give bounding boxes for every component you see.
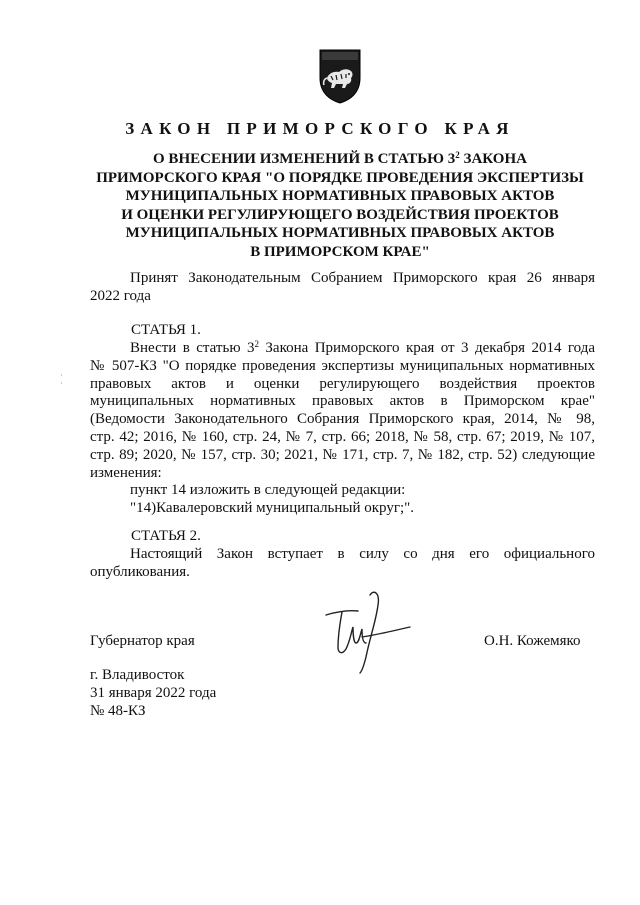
subtitle-line-1: О ВНЕСЕНИИ ИЗМЕНЕНИЙ В СТАТЬЮ $3^2$ ЗАКОНА: [153, 150, 527, 167]
signing-city: г. Владивосток: [90, 667, 185, 683]
law-number: № 48-КЗ: [90, 702, 146, 719]
coat-of-arms-icon: [318, 48, 362, 104]
article-1-heading: СТАТЬЯ 1.: [131, 322, 201, 338]
article-1-line-3: правовых актов и оценки регулирующего воздействия проектов: [90, 375, 595, 392]
adoption-line-1: Принят Законодательным Собранием Приморского края 26 января: [130, 270, 595, 286]
article-2-heading: СТАТЬЯ 2.: [131, 528, 201, 544]
article-1-line-2: № 507-КЗ "О порядке проведения экспертизы муниципальных нормативных: [90, 357, 595, 374]
article-1-line-6: стр. 42; 2016, № 160, стр. 24, № 7, стр. 66; 2018, № 58, стр. 67; 2019, № 107,: [90, 428, 595, 445]
handwritten-signature: [318, 585, 423, 675]
article-1-item-intro: пункт 14 изложить в следующей редакции:: [130, 482, 406, 499]
signing-details: [90, 667, 216, 720]
subtitle-line-5: МУНИЦИПАЛЬНЫХ НОРМАТИВНЫХ ПРАВОВЫХ АКТОВ: [125, 225, 555, 241]
scan-marks: · ·: [60, 371, 63, 388]
article-1-body: [90, 340, 595, 518]
governor-name: О.Н. Кожемяко: [484, 633, 581, 649]
signing-date: 31 января 2022 года: [90, 684, 217, 701]
subtitle-line-6: В ПРИМОРСКОМ КРАЕ": [250, 243, 430, 260]
law-subtitle: [80, 150, 600, 261]
adoption-statement: [90, 270, 595, 306]
article-1-line-4: муниципальных нормативных правовых актов в Приморском крае": [90, 393, 595, 410]
adoption-line-2: 2022 года: [90, 287, 151, 304]
subtitle-line-2: ПРИМОРСКОГО КРАЯ "О ПОРЯДКЕ ПРОВЕДЕНИЯ ЭКСПЕРТИЗЫ: [96, 169, 584, 186]
article-1-line-8: изменения:: [90, 464, 162, 481]
subtitle-line-4: И ОЦЕНКИ РЕГУЛИРУЮЩЕГО ВОЗДЕЙСТВИЯ ПРОЕКТОВ: [121, 206, 559, 223]
governor-title: Губернатор края: [90, 633, 195, 649]
subtitle-line-3: МУНИЦИПАЛЬНЫХ НОРМАТИВНЫХ ПРАВОВЫХ АКТОВ: [125, 188, 555, 204]
article-1-line-1: Внести в статью $3^2$ Закона Приморского края от 3 декабря 2014 года: [130, 339, 596, 356]
article-1-item-text: "14)Кавалеровский муниципальный округ;".: [130, 500, 415, 517]
article-2-body: [90, 546, 595, 582]
article-1-line-5: (Ведомости Законодательного Собрания Приморского края, 2014, № 98,: [90, 411, 595, 428]
article-2-line-1: Настоящий Закон вступает в силу со дня его официального: [130, 546, 595, 562]
law-title: ЗАКОН ПРИМОРСКОГО КРАЯ: [125, 119, 515, 138]
article-1-line-7: стр. 89; 2020, № 157, стр. 30; 2021, № 171, стр. 7, № 182, стр. 52) следующие: [90, 446, 595, 463]
article-2-line-2: опубликования.: [90, 563, 190, 580]
